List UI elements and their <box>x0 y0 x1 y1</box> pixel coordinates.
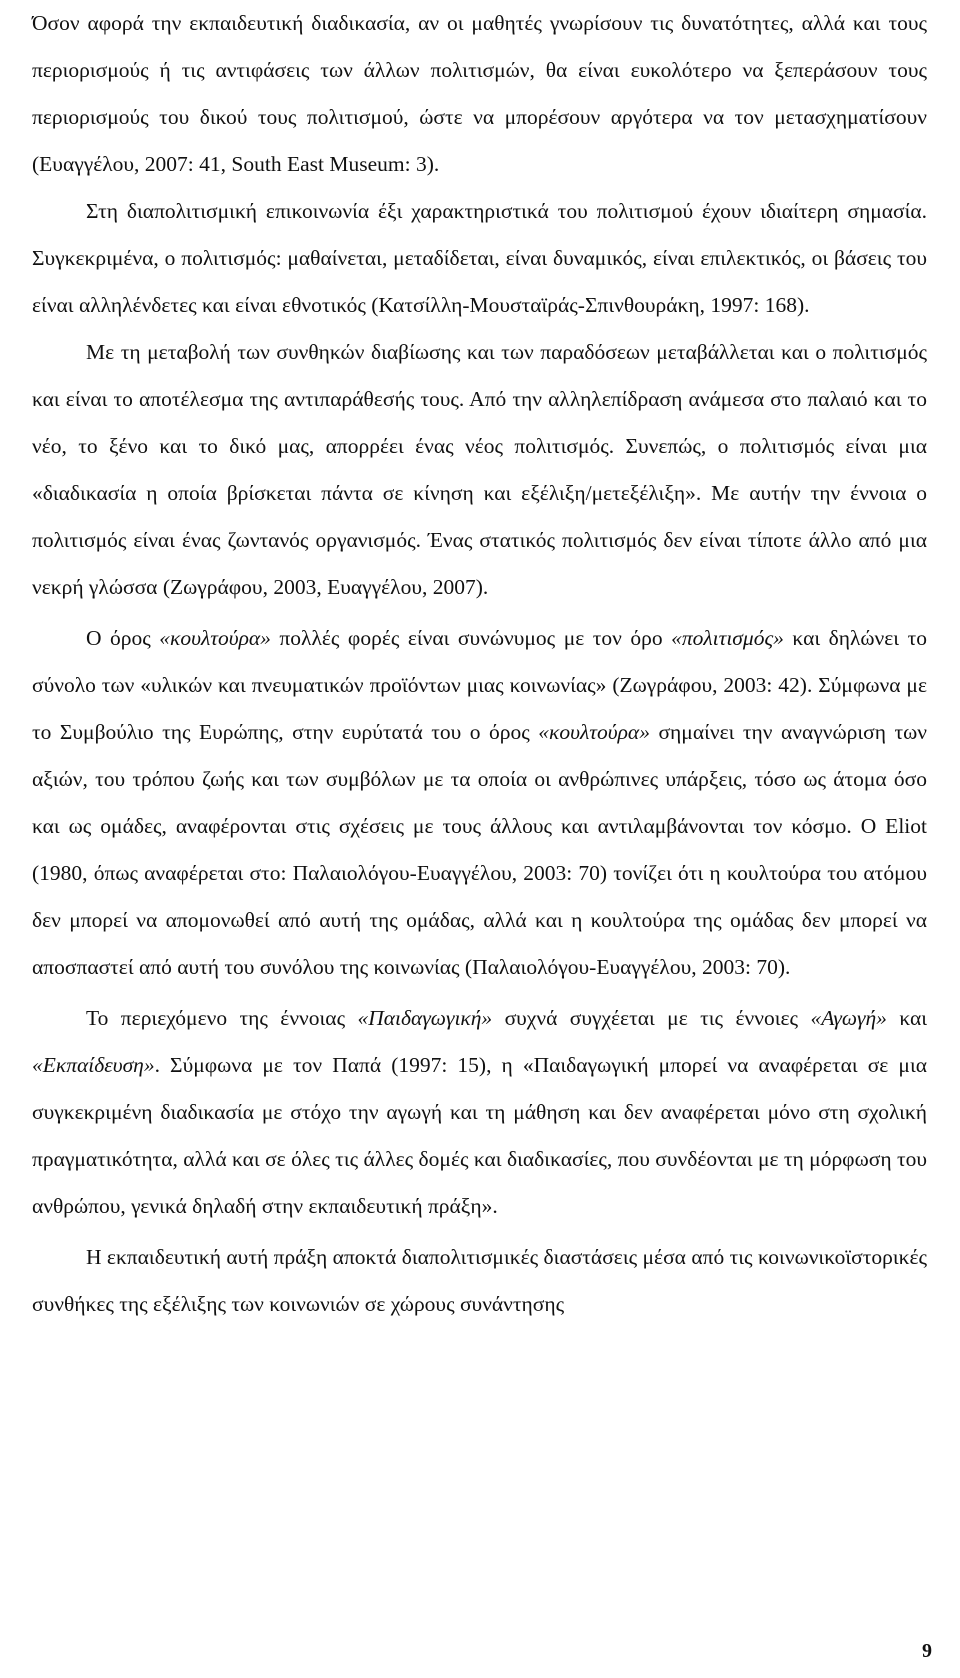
paragraph-5-text-4: . Σύμφωνα με τον Παπά (1997: 15), η «Παιδαγωγική μπορεί να αναφέρεται σε μια συγκεκριμένη διαδικασία με στόχο την αγωγή και τη μάθηση και δεν αναφέρεται μόνο στη σχολική πραγματικότητα, αλλά και σε όλες τις άλλες δομές και διαδικασίες, που συνδέονται με τη μόρφωση του ανθρώπου, γενικά δηλαδή στην εκπαιδευτική πράξη». <box>32 1053 927 1218</box>
paragraph-4 <box>32 615 927 991</box>
paragraph-4-text-2: πολλές φορές είναι συνώνυμος με τον όρο <box>270 626 672 650</box>
paragraph-6-text: Η εκπαιδευτική αυτή πράξη αποκτά διαπολιτισμικές διαστάσεις μέσα από τις κοινωνικοϊστορικές συνθήκες της εξέλιξης των κοινωνιών σε χώρους συνάντησης <box>32 1245 927 1316</box>
paragraph-5-text-2: συχνά συγχέεται με τις έννοιες <box>492 1006 811 1030</box>
page-number: 9 <box>922 1640 932 1662</box>
paragraph-2-text: Στη διαπολιτισμική επικοινωνία έξι χαρακτηριστικά του πολιτισμού έχουν ιδιαίτερη σημασία. Συγκεκριμένα, ο πολιτισμός: μαθαίνεται, μεταδίδεται, είναι δυναμικός, είναι επιλεκτικός, οι βάσεις του είναι αλληλένδετες και είναι εθνοτικός (Κατσίλλη-Μουσταϊράς-Σπινθουράκη, 1997: 168). <box>32 199 927 317</box>
paragraph-2 <box>32 188 927 329</box>
paragraph-3 <box>32 329 927 611</box>
term-politismos: «πολιτισμός» <box>671 626 784 650</box>
term-ekpaidefsi: «Εκπαίδευση» <box>32 1053 155 1077</box>
term-koultoura-2: «κουλτούρα» <box>538 720 650 744</box>
paragraph-5 <box>32 995 927 1230</box>
paragraph-1-text: Όσον αφορά την εκπαιδευτική διαδικασία, αν οι μαθητές γνωρίσουν τις δυνατότητες, αλλά και τους περιορισμούς ή τις αντιφάσεις των άλλων πολιτισμών, θα είναι ευκολότερο να ξεπεράσουν τους περιορισμούς του δικού τους πολιτισμού, ώστε να μπορέσουν αργότερα να τον μετασχηματίσουν (Ευαγγέλου, 2007: 41, South East Museum: 3). <box>32 11 927 176</box>
paragraph-4-text-1: Ο όρος <box>86 626 160 650</box>
term-agogi: «Αγωγή» <box>810 1006 887 1030</box>
paragraph-5-text-1: Το περιεχόμενο της έννοιας <box>86 1006 358 1030</box>
paragraph-5-text-3: και <box>886 1006 928 1030</box>
term-paidagogiki: «Παιδαγωγική» <box>357 1006 493 1030</box>
paragraph-4-text-4: σημαίνει την αναγνώριση των αξιών, του τρόπου ζωής και των συμβόλων με τα οποία οι ανθρώπινες υπάρξεις, τόσο ως άτομα όσο και ως ομάδες, αναφέρονται στις σχέσεις με τους άλλους και αντιλαμβάνονται τον κόσμο. Ο Eliot (1980, όπως αναφέρεται στο: Παλαιολόγου-Ευαγγέλου, 2003: 70) τονίζει ότι η κουλτούρα του ατόμου δεν μπορεί να απομονωθεί από αυτή της ομάδας, αλλά και η κουλτούρα της ομάδας δεν μπορεί να αποσπαστεί από αυτή του συνόλου της κοινωνίας (Παλαιολόγου-Ευαγγέλου, 2003: 70). <box>32 720 928 979</box>
document-page <box>32 0 927 1328</box>
paragraph-4-text-3: και δηλώνει το σύνολο των «υλικών και πνευματικών προϊόντων μιας κοινωνίας» (Ζωγράφου, 2003: 42). Σύμφωνα με το Συμβούλιο της Ευρώπης, στην ευρύτατά του ο όρος <box>32 626 927 744</box>
paragraph-1 <box>32 0 927 188</box>
paragraph-3-text: Με τη μεταβολή των συνθηκών διαβίωσης και των παραδόσεων μεταβάλλεται και ο πολιτισμός και είναι το αποτέλεσμα της αντιπαράθεσής τους. Από την αλληλεπίδραση ανάμεσα στο παλαιό και το νέο, το ξένο και το δικό μας, απορρέει ένας νέος πολιτισμός. Συνεπώς, ο πολιτισμός είναι μια «διαδικασία η οποία βρίσκεται πάντα σε κίνηση και εξέλιξη/μετεξέλιξη». Με αυτήν την έννοια ο πολιτισμός είναι ένας ζωντανός οργανισμός. Ένας στατικός πολιτισμός δεν είναι τίποτε άλλο από μια νεκρή γλώσσα (Ζωγράφου, 2003, Ευαγγέλου, 2007). <box>32 340 927 599</box>
paragraph-6 <box>32 1234 927 1328</box>
term-koultoura-1: «κουλτούρα» <box>159 626 271 650</box>
